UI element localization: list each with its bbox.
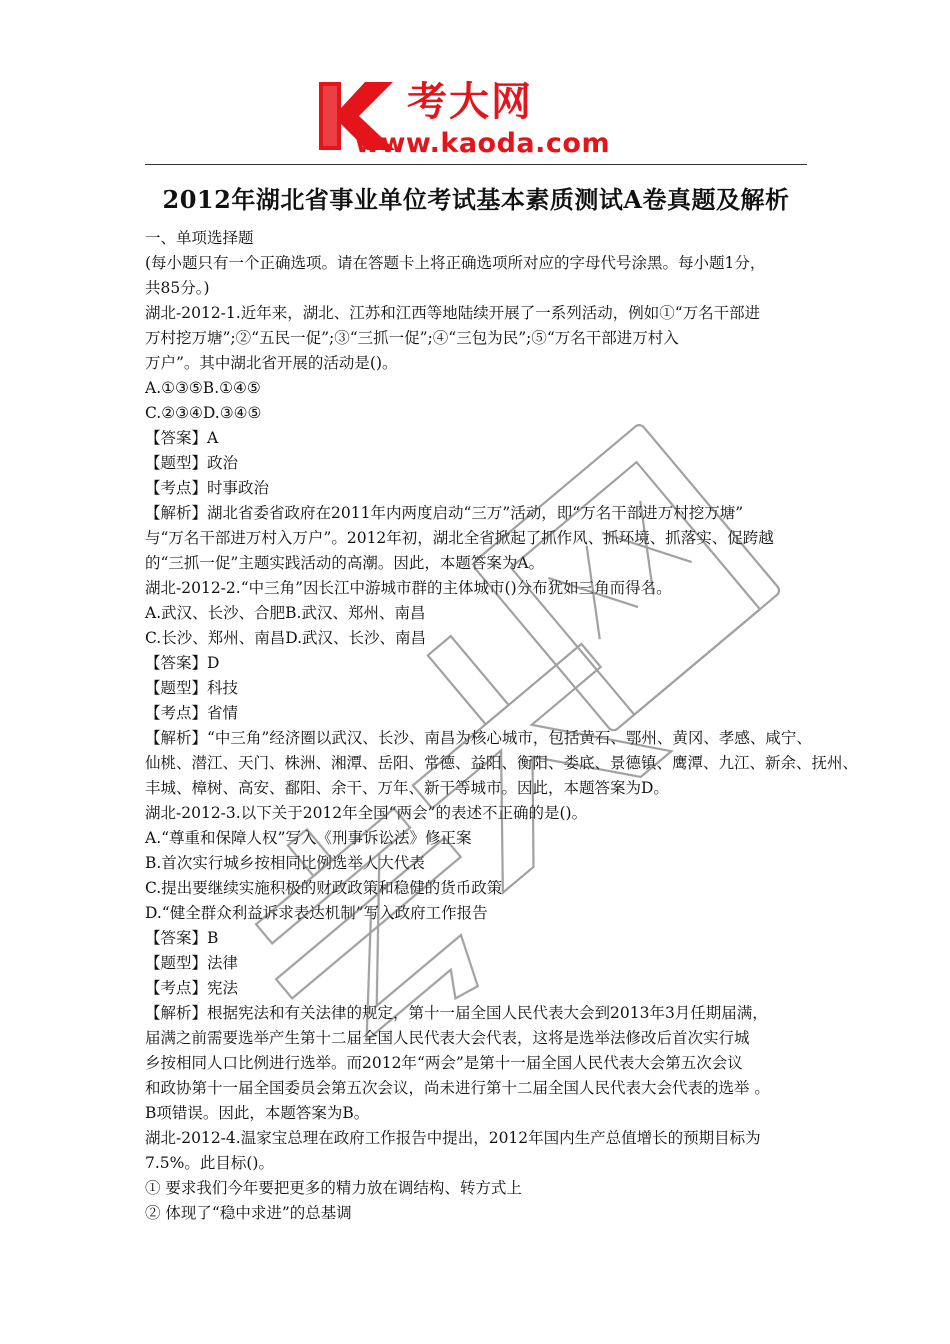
text-line: 【考点】时事政治: [145, 479, 270, 497]
text-line: 万户”。其中湖北省开展的活动是()。: [145, 354, 398, 372]
text-line: 【题型】科技: [145, 679, 239, 697]
text-line: 【答案】A: [145, 429, 219, 447]
logo-text: 考大网: [407, 79, 533, 125]
text-line: 湖北-2012-2.“中三角”因长江中游城市群的主体城市()分布犹如三角而得名。: [145, 579, 672, 597]
text-line: 【解析】根据宪法和有关法律的规定，第十一届全国人民代表大会到2013年3月任期届满，: [145, 1004, 768, 1022]
text-line: 【题型】政治: [145, 454, 239, 472]
text-line: A.①③⑤B.①④⑤: [145, 379, 261, 397]
text-line: 湖北-2012-3.以下关于2012年全国“两会”的表述不正确的是()。: [145, 804, 588, 822]
text-line: 7.5%。此目标()。: [145, 1154, 274, 1172]
document-title: 2012年湖北省事业单位考试基本素质测试A卷真题及解析: [162, 185, 790, 214]
text-line: 【考点】省情: [145, 704, 239, 722]
text-line: 【题型】法律: [145, 954, 239, 972]
text-line: ① 要求我们今年要把更多的精力放在调结构、转方式上: [145, 1179, 522, 1197]
text-line: D.“健全群众利益诉求表达机制”写入政府工作报告: [145, 904, 488, 922]
header: [145, 78, 807, 168]
text-line: 届满之前需要选举产生第十二届全国人民代表大会代表，这将是选举法修改后首次实行城: [145, 1029, 750, 1047]
text-line: 与“万名干部进万村入万户”。2012年初，湖北全省掀起了抓作风、抓环境、抓落实、促跨越: [145, 529, 774, 547]
document-body: [145, 226, 859, 1226]
text-line: ② 体现了“稳中求进”的总基调: [145, 1204, 352, 1222]
text-line: B.首次实行城乡按相同比例选举人大代表: [145, 854, 425, 872]
text-line: 【解析】湖北省委省政府在2011年内两度启动“三万”活动，即“万名干部进万村挖万塘”: [145, 504, 744, 522]
text-line: 【答案】B: [145, 929, 219, 947]
text-line: C.提出要继续实施积极的财政政策和稳健的货币政策: [145, 879, 503, 897]
text-line: 【解析】“中三角”经济圈以武汉、长沙、南昌为核心城市，包括黄石、鄂州、黄冈、孝感、咸宁、: [145, 729, 812, 747]
text-line: A.武汉、长沙、合肥B.武汉、郑州、南昌: [145, 604, 426, 622]
text-line: B项错误。因此，本题答案为B。: [145, 1104, 370, 1122]
text-line: A.“尊重和保障人权”写入《刑事诉讼法》修正案: [145, 829, 472, 847]
text-line: 仙桃、潜江、天门、株洲、湘潭、岳阳、常德、益阳、衡阳、娄底、景德镇、鹰潭、九江、新余、抚州、: [145, 754, 859, 772]
text-line: 的“三抓一促”主题实践活动的高潮。因此，本题答案为A。: [145, 554, 545, 572]
text-line: 和政协第十一届全国委员会第五次会议，尚未进行第十二届全国人民代表大会代表的选举 。: [145, 1079, 770, 1097]
text-line: 万村挖万塘”;②“五民一促”;③“三抓一促”;④“三包为民”;⑤“万名干部进万村入: [145, 329, 679, 347]
text-line: C.②③④D.③④⑤: [145, 404, 262, 422]
logo-url: www.kaoda.com: [355, 128, 611, 159]
text-line: 乡按相同人口比例进行选举。而2012年“两会”是第十一届全国人民代表大会第五次会议: [145, 1054, 743, 1072]
text-line: 湖北-2012-1.近年来，湖北、江苏和江西等地陆续开展了一系列活动，例如①“万名干部进: [145, 304, 761, 322]
text-line: 【考点】宪法: [145, 979, 239, 997]
text-line: 共85分。): [145, 279, 210, 297]
header-divider: [145, 164, 807, 165]
text-line: 一、单项选择题: [145, 229, 254, 247]
text-line: 【答案】D: [145, 654, 220, 672]
text-line: (每小题只有一个正确选项。请在答题卡上将正确选项所对应的字母代号涂黑。每小题1分，: [145, 254, 766, 272]
text-line: C.长沙、郑州、南昌D.武汉、长沙、南昌: [145, 629, 427, 647]
text-line: 湖北-2012-4.温家宝总理在政府工作报告中提出，2012年国内生产总值增长的预期目标为: [145, 1129, 761, 1147]
text-line: 丰城、樟树、高安、鄱阳、余干、万年、新干等城市。因此，本题答案为D。: [145, 779, 669, 797]
